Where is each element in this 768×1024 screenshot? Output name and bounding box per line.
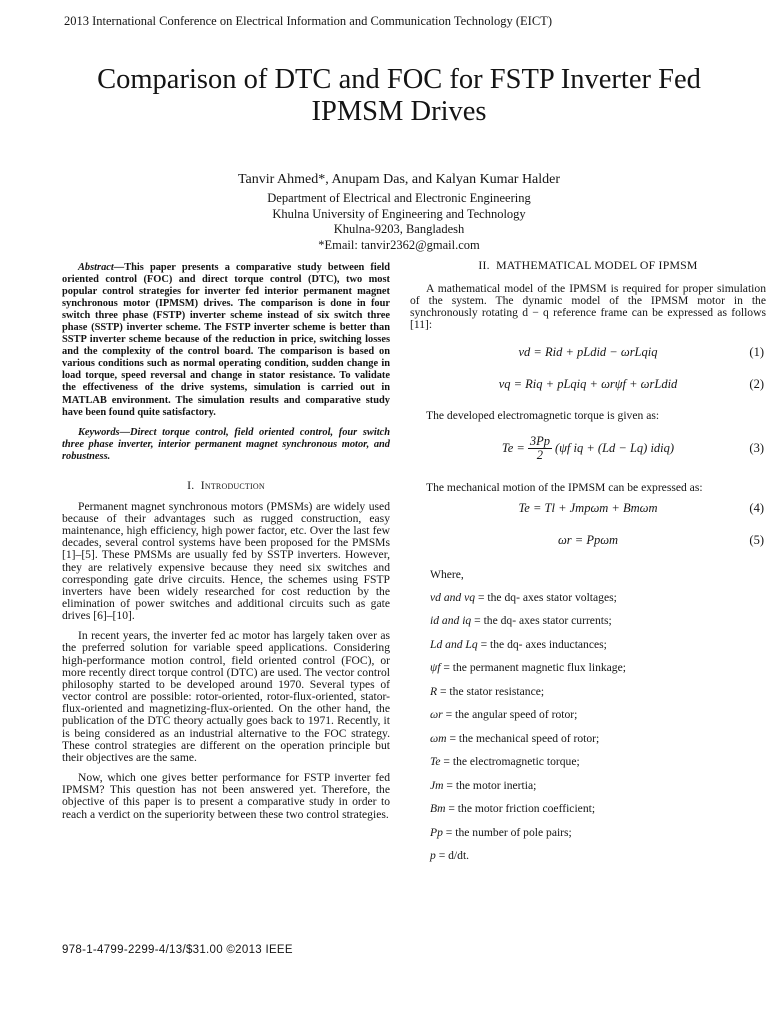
abstract-lead: Abstract (78, 262, 114, 273)
where-item: vd and vq = the dq- axes stator voltages; (430, 590, 617, 604)
affiliation-dept: Department of Electrical and Electronic Engineering (267, 191, 531, 205)
equation-3-lhs: Te = (501, 441, 525, 456)
equation-4 (410, 498, 766, 520)
section-title: MATHEMATICAL MODEL OF IPMSM (496, 258, 698, 272)
equation-4-number: (4) (749, 501, 764, 516)
where-item: Te = the electromagnetic torque; (430, 755, 580, 769)
equation-3-expr: (ψf iq + (Ld − Lq) idiq) (554, 441, 675, 456)
section-title: Introduction (200, 477, 265, 492)
section-number: I. (187, 477, 195, 492)
copyright-footer: 978-1-4799-2299-4/13/$31.00 ©2013 IEEE (62, 944, 293, 956)
model-intro: A mathematical model of the IPMSM is required for proper simulation of the system. The dynamic model of the IPMSM motor in the synchronously rotating d − q reference frame can be expressed as follows [11]: (410, 282, 766, 332)
where-item: ωm = the mechanical speed of rotor; (430, 731, 600, 745)
equation-2 (410, 374, 766, 396)
where-item: Pp = the number of pole pairs; (430, 825, 572, 839)
equation-1-number: (1) (749, 345, 764, 360)
affiliation-city: Khulna-9203, Bangladesh (333, 222, 465, 236)
equation-3-number: (3) (749, 441, 764, 456)
where-item: ωr = the angular speed of rotor; (430, 708, 578, 722)
equation-5-expr: ωr = Ppωm (557, 533, 619, 548)
torque-intro: The developed electromagnetic torque is given as: (426, 408, 660, 422)
equation-3-numerator: 3Pp (529, 434, 550, 449)
section-heading-model (410, 258, 766, 273)
intro-paragraph-1: Permanent magnet synchronous motors (PMSMs) are widely used because of their advantages such as rugged construction, easy maintenance, high efficiency, high power factor, etc. Over the last few decades, several control systems have been proposed for the PMSMs [1]–[5]. These PMSMs are usually fed by SSTP inverters. However, they are relatively expensive because they need six switches and corresponding gate drive circuits. Hence, the schemes using FSTP inverters have been widely researched for cost reduction by the elimination of power switches and additional circuits such as gate drives [6]–[10]. (62, 499, 390, 623)
where-item: Ld and Lq = the dq- axes inductances; (430, 637, 607, 651)
where-item: R = the stator resistance; (430, 684, 545, 698)
equation-2-expr: vq = Riq + pLqiq + ωrψf + ωrLdid (498, 377, 678, 392)
abstract (62, 262, 390, 419)
where-item: p = d/dt. (430, 849, 470, 863)
equation-3 (410, 432, 766, 466)
intro-paragraph-2: In recent years, the inverter fed ac motor has largely taken over as the preferred solution for variable speed applications. Considering high-performance motion control, field oriented control (FOC), or more recently direct torque control (DTC) are used. The vector control philosophy started to be developed around 1970. Several types of vector control are possible: rotor-oriented, rotor-flux-oriented, stator-flux-oriented and magnetizing-flux-oriented. On the other hand, the publication of the DTC theory actually goes back to 1971. Recently, it is being considered as an industrial alternative to the FOC strategy. These control strategies are different on the operation principle but their objectives are the same. (62, 629, 390, 764)
section-number: II. (478, 258, 490, 272)
title-line-1: Comparison of DTC and FOC for FSTP Inverter Fed (97, 64, 701, 95)
right-column (410, 258, 766, 863)
intro-paragraph-3: Now, which one gives better performance for FSTP inverter fed IPMSM? This question has not been answered yet. Therefore, the objective of this paper is to present a comparative study in order to reach a verdict on the superiority between these two control strategies. (62, 771, 390, 821)
equation-3-fraction (528, 435, 552, 462)
conference-header: 2013 International Conference on Electrical Information and Communication Technology (EICT) (64, 14, 552, 28)
abstract-text: —This paper presents a comparative study between field oriented control (FOC) and direct torque control (DTC), two most popular control strategies for inverter fed interior permanent magnet synchronous motor (IPMSM) drives. The comparison is done in four switch three phase (FSTP) inverter scheme instead of six switch three phase (SSTP) inverter scheme. The FSTP inverter scheme is better than SSTP inverter scheme because of the reduction in price, switching losses and the complexity of the control board. The comparison is based on various conditions such as normal operating condition, sudden change in load torque, speed reversal and change in stator resistance. To validate the effectiveness of the drive systems, simulation is carried out in MATLAB environment. The simulation results and comparative study have been found quite satisfactory. (62, 262, 390, 418)
paper-title (40, 64, 758, 128)
affiliation-univ: Khulna University of Engineering and Technology (272, 206, 526, 221)
where-item: ψf = the permanent magnetic flux linkage; (430, 661, 626, 675)
where-item: Jm = the motor inertia; (430, 778, 537, 792)
authors: Tanvir Ahmed*, Anupam Das, and Kalyan Kumar Halder (237, 172, 561, 187)
where-item: id and iq = the dq- axes stator currents; (430, 614, 612, 628)
equation-2-number: (2) (749, 377, 764, 392)
where-label: Where, (430, 567, 464, 581)
equation-1-expr: vd = Rid + pLdid − ωrLqiq (518, 345, 658, 360)
equation-4-expr: Te = Tl + Jmpωm + Bmωm (518, 501, 658, 516)
motion-intro: The mechanical motion of the IPMSM can be expressed as: (426, 480, 703, 494)
section-heading-introduction (62, 478, 390, 493)
where-list (410, 568, 766, 864)
equation-3-denominator: 2 (536, 448, 544, 463)
equation-5-number: (5) (749, 533, 764, 548)
where-item: Bm = the motor friction coefficient; (430, 802, 596, 816)
title-line-2: IPMSM Drives (311, 96, 487, 127)
equation-5 (410, 530, 766, 552)
keywords: Keywords—Direct torque control, field oriented control, four switch three phase inverter, interior permanent magnet synchronous motor, and robustness. (62, 426, 390, 462)
affiliation-email: *Email: tanvir2362@gmail.com (318, 237, 480, 252)
left-column (62, 262, 390, 821)
equation-1 (410, 342, 766, 364)
